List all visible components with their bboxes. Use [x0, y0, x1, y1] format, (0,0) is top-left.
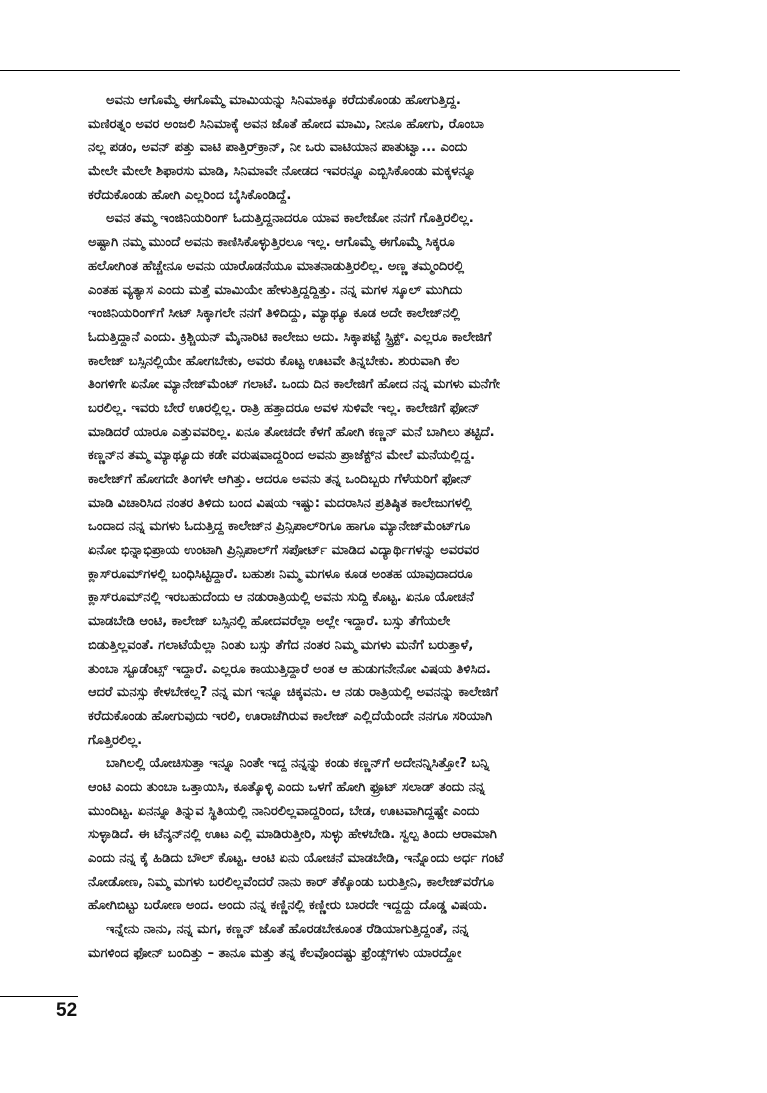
- top-rule: [0, 70, 680, 71]
- body-text: [88, 89, 664, 965]
- text-line: ಕ್ಲಾಸ್‌ರೂಮ್‌ನಲ್ಲಿ ಇರಬಹುದೆಂದು ಆ ನಡುರಾತ್ರಿಯಲ್ಲಿ ಅವನು ಸುದ್ದಿ ಕೊಟ್ಟ. ಏನೂ ಯೋಚನೆ: [88, 590, 474, 606]
- text-line: ಸುಳ್ಳಾಡಿದೆ. ಈ ಟೆನ್ಶನ್‌ನಲ್ಲಿ ಊಟ ಎಲ್ಲಿ ಮಾಡಿರುತ್ತೀರಿ, ಸುಳ್ಳು ಹೇಳಬೇಡಿ. ಸ್ವಲ್ಪ ತಿಂದು ಆರಾಮಾಗಿ: [88, 827, 497, 843]
- text-line: ಕಾಲೇಜ್ ಬಸ್ಸಿನಲ್ಲಿಯೇ ಹೋಗಬೇಕು, ಅವರು ಕೊಟ್ಟ ಊಟವೇ ತಿನ್ನಬೇಕು. ಶುರುವಾಗಿ ಕೆಲ: [88, 353, 460, 369]
- text-line: ಅವನು ಆಗೊಮ್ಮೆ ಈಗೊಮ್ಮೆ ಮಾಮಿಯನ್ನು ಸಿನಿಮಾಕ್ಕೂ ಕರೆದುಕೊಂಡು ಹೋಗುತ್ತಿದ್ದ.: [106, 93, 461, 108]
- page-number: 52: [56, 1000, 78, 1021]
- text-line: ಕಣ್ಣನ್‌ನ ತಮ್ಮ ಮ್ಯಾಥ್ಯೂದು ಕಡೇ ವರುಷವಾದ್ದರಿಂದ ಅವನು ಪ್ರಾಜೆಕ್ಟ್‌ನ ಮೇಲೆ ಮನೆಯಲ್ಲಿದ್ದ.: [88, 448, 475, 464]
- text-line: ಒಂದಾದ ನನ್ನ ಮಗಳು ಓದುತ್ತಿದ್ದ ಕಾಲೇಜ್‌ನ ಪ್ರಿನ್ಸಿಪಾಲ್‌ರಿಗೂ ಹಾಗೂ ಮ್ಯಾನೇಜ್‌ಮೆಂಟ್‌ಗೂ: [88, 519, 471, 535]
- text-line: ಮಾಡಬೇಡಿ ಆಂಟಿ, ಕಾಲೇಜ್ ಬಸ್ಸಿನಲ್ಲಿ ಹೋದವರೆಲ್ಲಾ ಅಲ್ಲೇ ಇದ್ದಾರೆ. ಬಸ್ಸು ತೆಗೆಯಲೇ: [88, 614, 451, 630]
- text-line: ಎಂದು ನನ್ನ ಕೈ ಹಿಡಿದು ಬೌಲ್ ಕೊಟ್ಟ. ಆಂಟಿ ಏನು ಯೋಚನೆ ಮಾಡಬೇಡಿ, ಇನ್ನೊಂದು ಅರ್ಧ ಗಂಟೆ: [88, 851, 504, 866]
- text-line: ನೋಡೋಣ, ನಿಮ್ಮ ಮಗಳು ಬರಲಿಲ್ಲವೆಂದರೆ ನಾನು ಕಾರ್ ತೆಕ್ಕೊಂಡು ಬರುತ್ತೀನಿ, ಕಾಲೇಜ್‌ವರೆಗೂ: [88, 874, 494, 890]
- text-line: ಮುಂದಿಟ್ಟ. ಏನನ್ನೂ ತಿನ್ನುವ ಸ್ಥಿತಿಯಲ್ಲಿ ನಾನಿರಲಿಲ್ಲವಾದ್ದರಿಂದ, ಬೇಡ, ಊಟವಾಗಿದ್ದಷ್ಟೇ ಎಂದು: [88, 803, 480, 819]
- text-line: ಕರೆದುಕೊಂಡು ಹೋಗಿ ಎಲ್ಲರಿಂದ ಬೈಸಿಕೊಂಡಿದ್ದೆ.: [88, 187, 292, 203]
- text-line: ಹೋಗಿಬಿಟ್ಟು ಬರೋಣ ಅಂದ. ಅಂದು ನನ್ನ ಕಣ್ಣಿನಲ್ಲಿ ಕಣ್ಣೀರು ಬಾರದೇ ಇದ್ದದ್ದು ದೊಡ್ಡ ವಿಷಯ.: [88, 898, 488, 914]
- bottom-rule: [0, 996, 78, 997]
- text-line: ತುಂಬಾ ಸ್ಟೂಡೆಂಟ್ಸ್ ಇದ್ದಾರೆ. ಎಲ್ಲರೂ ಕಾಯುತ್ತಿದ್ದಾರೆ ಅಂತ ಆ ಹುಡುಗನೇನೋ ವಿಷಯ ತಿಳಿಸಿದ.: [88, 661, 491, 677]
- text-line: ಏನೋ ಭಿನ್ನಾಭಿಪ್ರಾಯ ಉಂಟಾಗಿ ಪ್ರಿನ್ಸಿಪಾಲ್‌ಗೆ ಸಪೋರ್ಟ್ ಮಾಡಿದ ವಿದ್ಯಾರ್ಥಿಗಳನ್ನು ಅವರವರ: [88, 543, 480, 559]
- text-line: ಗೊತ್ತಿರಲಿಲ್ಲ.: [88, 732, 143, 748]
- text-line: ಓದುತ್ತಿದ್ದಾನೆ ಎಂದು. ಕ್ರಿಶ್ಚಿಯನ್ ಮೈನಾರಿಟಿ ಕಾಲೇಜು ಅದು. ಸಿಕ್ಕಾಪಟ್ಟೆ ಸ್ಟ್ರಿಕ್ಟ್. ಎಲ್ಲರೂ ಕಾಲೇಜಿಗೆ: [88, 329, 492, 345]
- text-line: ಬಿಡುತ್ತಿಲ್ಲವಂತೆ. ಗಲಾಟೆಯೆಲ್ಲಾ ನಿಂತು ಬಸ್ಸು ತೆಗೆದ ನಂತರ ನಿಮ್ಮ ಮಗಳು ಮನೆಗೆ ಬರುತ್ತಾಳೆ,: [88, 637, 474, 653]
- text-line: ಆಂಟಿ ಎಂದು ತುಂಬಾ ಒತ್ತಾಯಿಸಿ, ಕೂತ್ಕೊಳ್ಳಿ ಎಂದು ಒಳಗೆ ಹೋಗಿ ಫ್ರೂಟ್ ಸಲಾಡ್ ತಂದು ನನ್ನ: [88, 779, 485, 795]
- text-line: ಬರಲಿಲ್ಲ. ಇವರು ಬೇರೆ ಊರಲ್ಲಿಲ್ಲ. ರಾತ್ರಿ ಹತ್ತಾದರೂ ಅವಳ ಸುಳಿವೇ ಇಲ್ಲ. ಕಾಲೇಜಿಗೆ ಫೋನ್: [88, 400, 480, 416]
- text-line: ಕ್ಲಾಸ್‌ರೂಮ್‌ಗಳಲ್ಲಿ ಬಂಧಿಸಿಟ್ಟಿದ್ದಾರೆ. ಬಹುಶಃ ನಿಮ್ಮ ಮಗಳೂ ಕೂಡ ಅಂತಹ ಯಾವುದಾದರೂ: [88, 566, 473, 582]
- text-line: ಆದರೆ ಮನಸ್ಸು ಕೇಳಬೇಕಲ್ಲ? ನನ್ನ ಮಗ ಇನ್ನೂ ಚಿಕ್ಕವನು. ಆ ನಡು ರಾತ್ರಿಯಲ್ಲಿ ಅವನನ್ನು ಕಾಲೇಜಿಗೆ: [88, 685, 499, 701]
- text-line: ಅಷ್ಟಾಗಿ ನಮ್ಮ ಮುಂದೆ ಅವನು ಕಾಣಿಸಿಕೊಳ್ಳುತ್ತಿರಲೂ ಇಲ್ಲ. ಆಗೊಮ್ಮೆ ಈಗೊಮ್ಮೆ ಸಿಕ್ಕರೂ: [88, 235, 455, 251]
- text-line: ಮಾಡಿ ವಿಚಾರಿಸಿದ ನಂತರ ತಿಳಿದು ಬಂದ ವಿಷಯ ಇಷ್ಟು: ಮದರಾಸಿನ ಪ್ರತಿಷ್ಠಿತ ಕಾಲೇಜುಗಳಲ್ಲಿ: [88, 495, 472, 511]
- text-line: ಮಣಿರತ್ನಂ ಅವರ ಅಂಜಲಿ ಸಿನಿಮಾಕ್ಕೆ ಅವನ ಜೊತೆ ಹೋದ ಮಾಮಿ, ನೀನೂ ಹೋಗು, ರೊಂಬಾ: [88, 116, 484, 132]
- text-line: ಕರೆದುಕೊಂಡು ಹೋಗುವುದು ಇರಲಿ, ಊರಾಚೆಗಿರುವ ಕಾಲೇಜ್ ಎಲ್ಲಿದೆಯೆಂದೇ ನನಗೂ ಸರಿಯಾಗಿ: [88, 708, 493, 724]
- text-line: ತಿಂಗಳಿಗೇ ಏನೋ ಮ್ಯಾನೇಜ್‌ಮೆಂಟ್ ಗಲಾಟೆ. ಒಂದು ದಿನ ಕಾಲೇಜಿಗೆ ಹೋದ ನನ್ನ ಮಗಳು ಮನೆಗೇ: [88, 377, 500, 393]
- text-line: ಎಂತಹ ವ್ಯತ್ಯಾಸ ಎಂದು ಮತ್ತೆ ಮಾಮಿಯೇ ಹೇಳುತ್ತಿದ್ದದ್ದಿತ್ತು. ನನ್ನ ಮಗಳ ಸ್ಕೂಲ್ ಮುಗಿದು: [88, 282, 463, 298]
- text-line: ಮೇಲೇ ಮೇಲೇ ಶಿಫಾರಸು ಮಾಡಿ, ಸಿನಿಮಾವೇ ನೋಡದ ಇವರನ್ನೂ ಎಬ್ಬಿಸಿಕೊಂಡು ಮಕ್ಕಳನ್ನೂ: [88, 164, 476, 180]
- text-line: ನಲ್ಲ ಪಡಂ, ಅವನ್ ಪತ್ತು ವಾಟಿ ಪಾತ್ತಿರ್‌ಕ್ರಾನ್, ನೀ ಒರು ವಾಟಿಯಾನ ಪಾತುಟ್ವಾ... ಎಂದು: [88, 140, 468, 156]
- text-line: ಕಾಲೇಜ್‌ಗೆ ಹೋಗದೇ ತಿಂಗಳೇ ಆಗಿತ್ತು. ಆದರೂ ಅವನು ತನ್ನ ಒಂದಿಬ್ಬರು ಗೆಳೆಯರಿಗೆ ಫೋನ್: [88, 472, 472, 487]
- text-line: ಇಂಜಿನಿಯರಿಂಗ್‌ಗೆ ಸೀಟ್ ಸಿಕ್ಕಾಗಲೇ ನನಗೆ ತಿಳಿದಿದ್ದು, ಮ್ಯಾಥ್ಯೂ ಕೂಡ ಅದೇ ಕಾಲೇಜ್‌ನಲ್ಲಿ: [88, 306, 460, 322]
- text-line: ಹಲೋಗಿಂತ ಹೆಚ್ಚೇನೂ ಅವನು ಯಾರೊಡನೆಯೂ ಮಾತನಾಡುತ್ತಿರಲಿಲ್ಲ. ಅಣ್ಣ ತಮ್ಮಂದಿರಲ್ಲಿ: [88, 258, 465, 274]
- text-line: ಮಗಳಿಂದ ಫೋನ್ ಬಂದಿತ್ತು – ತಾನೂ ಮತ್ತು ತನ್ನ ಕೆಲವೊಂದಷ್ಟು ಫ್ರೆಂಡ್ಸ್‌ಗಳು ಯಾರದ್ದೋ: [88, 945, 462, 961]
- text-line: ಇನ್ನೇನು ನಾನು, ನನ್ನ ಮಗ, ಕಣ್ಣನ್ ಜೊತೆ ಹೊರಡಬೇಕೂಂತ ರೆಡಿಯಾಗುತ್ತಿದ್ದಂತೆ, ನನ್ನ: [106, 922, 469, 938]
- text-line: ಬಾಗಿಲಲ್ಲಿ ಯೋಚಿಸುತ್ತಾ ಇನ್ನೂ ನಿಂತೇ ಇದ್ದ ನನ್ನನ್ನು ಕಂಡು ಕಣ್ಣನ್‌ಗೆ ಅದೇನನ್ನಿಸಿತ್ತೋ? ಬನ್ನಿ: [106, 756, 490, 772]
- text-line: ಅವನ ತಮ್ಮ ಇಂಜಿನಿಯರಿಂಗ್ ಓದುತ್ತಿದ್ದನಾದರೂ ಯಾವ ಕಾಲೇಜೋ ನನಗೆ ಗೊತ್ತಿರಲಿಲ್ಲ.: [106, 211, 474, 227]
- text-line: ಮಾಡಿದರೆ ಯಾರೂ ಎತ್ತುವವರಿಲ್ಲ. ಏನೂ ತೋಚದೇ ಕೆಳಗೆ ಹೋಗಿ ಕಣ್ಣನ್ ಮನೆ ಬಾಗಿಲು ತಟ್ಟಿದೆ.: [88, 424, 495, 440]
